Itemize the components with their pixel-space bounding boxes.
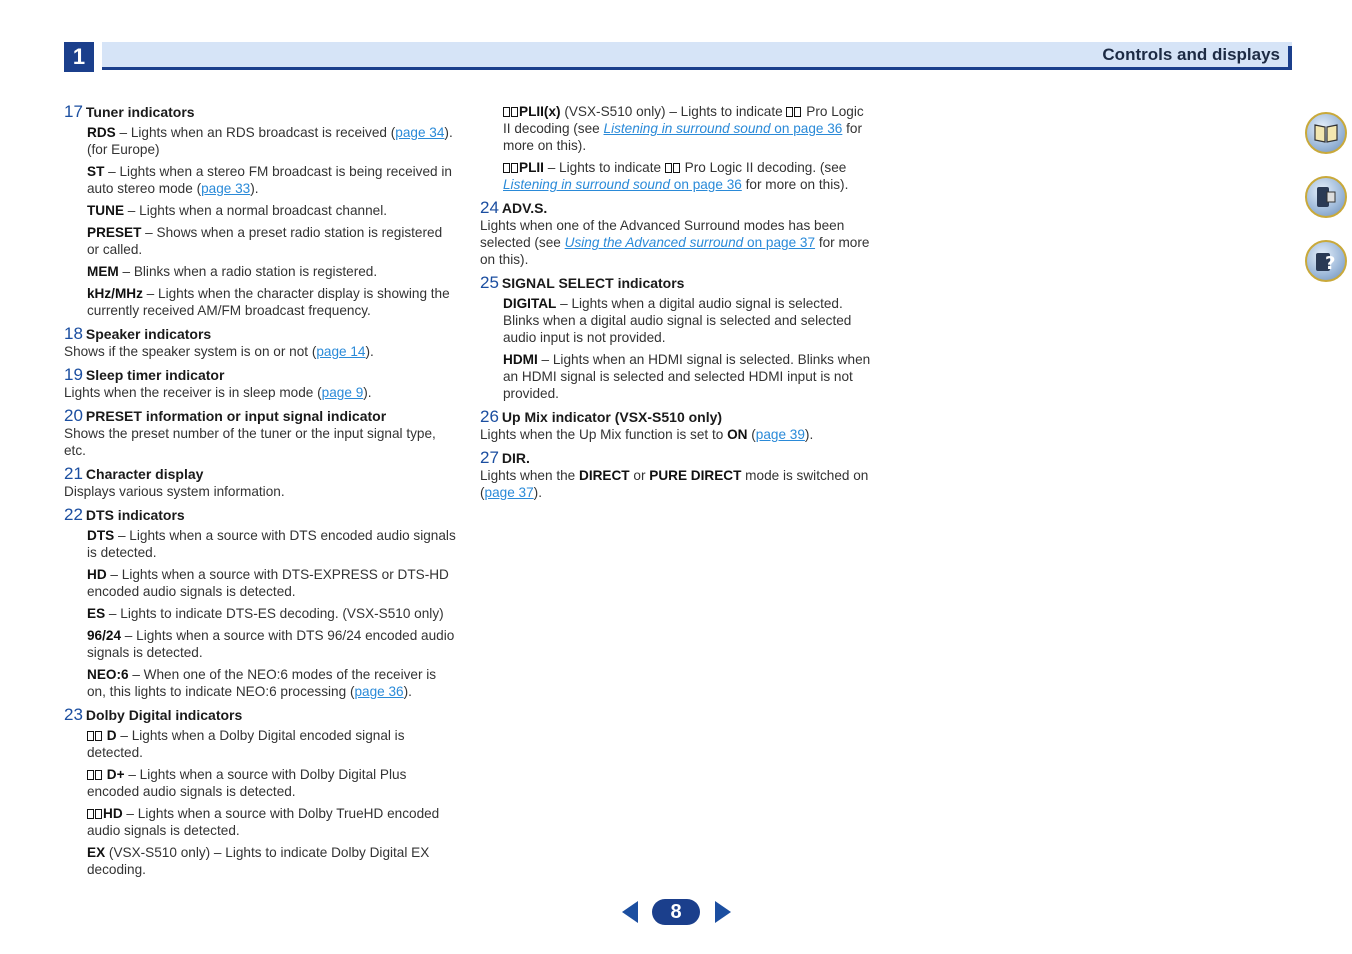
indicator-item: RDS – Lights when an RDS broadcast is received (page 34). (for Europe) <box>87 125 453 157</box>
section-number: 18 <box>64 324 83 343</box>
indicator-item: HD – Lights when a source with DTS-EXPRESS or DTS-HD encoded audio signals is detected. <box>87 567 449 599</box>
section <box>480 103 872 193</box>
section-heading <box>64 506 456 524</box>
section-number: 24 <box>480 198 499 217</box>
section-heading <box>64 366 456 384</box>
dolby-logo-icon <box>87 767 103 782</box>
section-title: Sleep timer indicator <box>85 367 225 383</box>
cross-reference-link[interactable]: Listening in surround sound <box>503 177 671 192</box>
section-number: 26 <box>480 407 499 426</box>
remote-icon[interactable] <box>1305 176 1347 218</box>
section-number: 19 <box>64 365 83 384</box>
keyword: DIRECT <box>579 468 630 483</box>
dolby-logo-icon <box>503 160 519 175</box>
section <box>64 366 456 401</box>
section-number: 21 <box>64 464 83 483</box>
indicator-term: PLII <box>519 160 544 175</box>
indicator-item: PLII – Lights to indicate Pro Logic II decoding. (see Listening in surround sound on page 36 for more on this). <box>503 160 849 192</box>
section <box>64 506 456 700</box>
section-title: DIR. <box>501 450 530 466</box>
page-link[interactable]: page 9 <box>321 385 364 400</box>
section-title: DTS indicators <box>85 507 185 523</box>
indicator-term: HD <box>87 567 107 582</box>
dolby-logo-icon <box>503 104 519 119</box>
indicator-list <box>480 103 872 193</box>
section <box>64 103 456 319</box>
indicator-term: D <box>103 728 117 743</box>
page-link[interactable]: page 36 <box>354 684 404 699</box>
indicator-term: DTS <box>87 528 115 543</box>
section-number: 17 <box>64 102 83 121</box>
section-description: Displays various system information. <box>64 484 285 499</box>
section <box>480 274 872 402</box>
svg-text:?: ? <box>1325 253 1336 274</box>
indicator-list <box>64 124 456 319</box>
section-title: Dolby Digital indicators <box>85 707 243 723</box>
indicator-term: TUNE <box>87 203 125 218</box>
section-heading <box>64 407 456 425</box>
previous-page-arrow[interactable] <box>620 898 640 926</box>
page-link[interactable]: page 34 <box>395 125 445 140</box>
indicator-item: DTS – Lights when a source with DTS encoded audio signals is detected. <box>87 528 456 560</box>
page-link[interactable]: page 33 <box>201 181 251 196</box>
section-description: Lights when the receiver is in sleep mode (page 9). <box>64 385 372 400</box>
section-heading <box>480 274 872 292</box>
indicator-item: kHz/MHz – Lights when the character display is showing the currently received AM/FM broadcast frequency. <box>87 286 450 318</box>
section-heading <box>480 449 872 467</box>
section-heading <box>64 103 456 121</box>
section-title: Speaker indicators <box>85 326 212 342</box>
indicator-list <box>64 527 456 700</box>
header-bar <box>102 42 1292 70</box>
section-description: Lights when the DIRECT or PURE DIRECT mode is switched on (page 37). <box>480 468 869 500</box>
indicator-list <box>64 727 456 878</box>
indicator-term: PLII(x) <box>519 104 561 119</box>
section-heading <box>480 408 872 426</box>
section-description: Lights when the Up Mix function is set to ON (page 39). <box>480 427 814 442</box>
indicator-term: HDMI <box>503 352 538 367</box>
section-description: Shows if the speaker system is on or not (page 14). <box>64 344 374 359</box>
section-title: Tuner indicators <box>85 104 195 120</box>
indicator-term: DIGITAL <box>503 296 557 311</box>
page-link[interactable]: page 39 <box>755 427 805 442</box>
cross-reference-link[interactable]: Using the Advanced surround <box>564 235 744 250</box>
indicator-item: PLII(x) (VSX-S510 only) – Lights to indicate Pro Logic II decoding (see Listening in surround sound on page 36 for more on this). <box>503 104 864 153</box>
indicator-item: D – Lights when a Dolby Digital encoded signal is detected. <box>87 728 405 760</box>
page-link[interactable]: on page 36 <box>670 177 742 192</box>
section-title: ADV.S. <box>501 200 548 216</box>
next-page-arrow[interactable] <box>713 898 733 926</box>
page-number: 8 <box>652 899 700 925</box>
page-link[interactable]: page 14 <box>316 344 366 359</box>
indicator-term: D+ <box>103 767 125 782</box>
keyword: PURE DIRECT <box>649 468 742 483</box>
indicator-item: TUNE – Lights when a normal broadcast channel. <box>87 203 387 218</box>
section-title: PRESET information or input signal indicator <box>85 408 387 424</box>
cross-reference-link[interactable]: Listening in surround sound <box>603 121 771 136</box>
help-icon[interactable] <box>1305 240 1347 282</box>
indicator-item: MEM – Blinks when a radio station is registered. <box>87 264 378 279</box>
section <box>64 407 456 459</box>
indicator-list <box>480 295 872 402</box>
indicator-term: RDS <box>87 125 116 140</box>
indicator-term: MEM <box>87 264 119 279</box>
keyword: ON <box>727 427 748 442</box>
section-heading <box>64 465 456 483</box>
indicator-term: 96/24 <box>87 628 122 643</box>
section-description: Shows the preset number of the tuner or the input signal type, etc. <box>64 426 436 458</box>
dolby-logo-icon <box>87 806 103 821</box>
section <box>480 449 872 501</box>
section-number: 27 <box>480 448 499 467</box>
dolby-logo-icon <box>786 104 802 119</box>
left-column <box>64 103 456 878</box>
section-number: 23 <box>64 705 83 724</box>
book-icon[interactable] <box>1305 112 1347 154</box>
section-heading <box>64 706 456 724</box>
section <box>64 465 456 500</box>
dolby-logo-icon <box>87 728 103 743</box>
section-title: Up Mix indicator (VSX-S510 only) <box>501 409 723 425</box>
indicator-term: EX <box>87 845 106 860</box>
section-title: Character display <box>85 466 204 482</box>
page-link[interactable]: on page 37 <box>743 235 816 250</box>
section-heading <box>64 325 456 343</box>
indicator-item: 96/24 – Lights when a source with DTS 96/24 encoded audio signals is detected. <box>87 628 455 660</box>
indicator-item: HDMI – Lights when an HDMI signal is selected. Blinks when an HDMI signal is selected and selected HDMI input is not provided. <box>503 352 871 401</box>
chapter-number: 1 <box>64 42 94 72</box>
section-number: 20 <box>64 406 83 425</box>
page-link[interactable]: page 37 <box>484 485 534 500</box>
page-title: Controls and displays <box>1102 45 1280 64</box>
indicator-term: HD <box>103 806 123 821</box>
section <box>480 199 872 268</box>
indicator-item: ST – Lights when a stereo FM broadcast is being received in auto stereo mode (page 33). <box>87 164 452 196</box>
indicator-term: PRESET <box>87 225 142 240</box>
right-column <box>480 103 872 501</box>
section-number: 22 <box>64 505 83 524</box>
indicator-item: ES – Lights to indicate DTS-ES decoding. (VSX-S510 only) <box>87 606 444 621</box>
indicator-item: EX (VSX-S510 only) – Lights to indicate Dolby Digital EX decoding. <box>87 845 430 877</box>
indicator-item: NEO:6 – When one of the NEO:6 modes of the receiver is on, this lights to indicate NEO:6 processing (page 36). <box>87 667 437 699</box>
indicator-item: HD – Lights when a source with Dolby TrueHD encoded audio signals is detected. <box>87 806 440 838</box>
page-link[interactable]: on page 36 <box>770 121 843 136</box>
indicator-item: PRESET – Shows when a preset radio station is registered or called. <box>87 225 443 257</box>
section-title: SIGNAL SELECT indicators <box>501 275 685 291</box>
indicator-term: NEO:6 <box>87 667 129 682</box>
indicator-item: D+ – Lights when a source with Dolby Digital Plus encoded audio signals is detected. <box>87 767 407 799</box>
indicator-term: ES <box>87 606 106 621</box>
dolby-logo-icon <box>665 160 681 175</box>
indicator-item: DIGITAL – Lights when a digital audio signal is selected. Blinks when a digital audio signal is selected and selected audio input is not provided. <box>503 296 852 345</box>
section-number: 25 <box>480 273 499 292</box>
section <box>64 325 456 360</box>
indicator-term: ST <box>87 164 105 179</box>
section <box>64 706 456 878</box>
section <box>480 408 872 443</box>
indicator-term: kHz/MHz <box>87 286 143 301</box>
section-heading <box>480 199 872 217</box>
section-description: Lights when one of the Advanced Surround modes has been selected (see Using the Advanced surround on page 37 for more on this). <box>480 218 870 267</box>
